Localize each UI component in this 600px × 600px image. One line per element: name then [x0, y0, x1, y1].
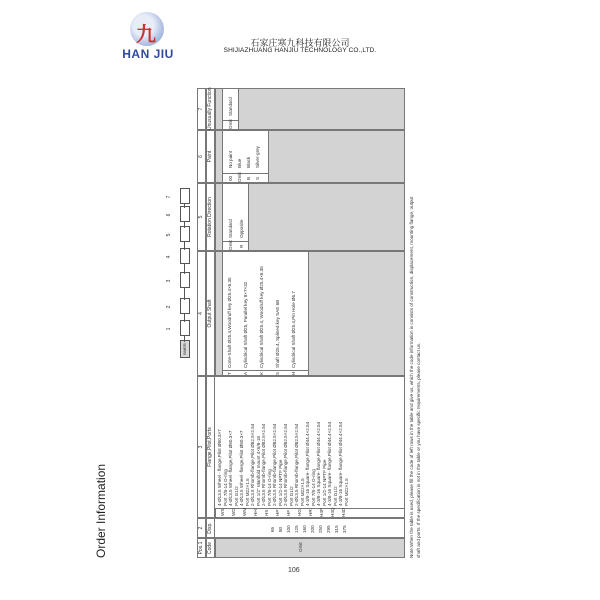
page-number: 106: [288, 567, 300, 574]
flange-desc: Port M22×1.5: [244, 478, 250, 506]
rotation-shaded-bottom: [248, 183, 405, 251]
paint-label: No paint: [228, 150, 233, 168]
unusual-shaded-top: [215, 88, 223, 130]
logo-character: 九: [136, 22, 156, 46]
rotation-label: Standard: [228, 219, 233, 238]
col-header-paint: Paint: [207, 150, 213, 163]
col-number: 2: [198, 526, 204, 530]
shaft-code: K: [259, 371, 264, 375]
rotation-code: Omit: [228, 240, 233, 250]
rotation-shaded-top: [215, 183, 223, 251]
disp-value: 65: [270, 526, 275, 532]
flange-code: HF: [286, 509, 291, 516]
rotation-label: Opposite: [239, 219, 244, 238]
shaft-code: H: [291, 371, 296, 375]
flange-desc: 4-3/8-16 Square- flange,Pilot Ø44.4×2.54: [316, 421, 321, 506]
slot-number: 1: [166, 327, 172, 331]
disp-value: 125: [294, 525, 299, 533]
shaft-desc: Shaft Ø25.4, Splined key SAE 6B: [275, 299, 280, 368]
col-number: 4: [198, 312, 204, 315]
flange-code: HP: [275, 509, 280, 516]
flange-code: H4D: [341, 507, 346, 517]
flange-desc: Port 7/8-14 O-ring: [222, 469, 228, 506]
flange-desc: 4-Ø13.5 Wheel -flange,Pilot Ø80.3×7: [239, 430, 244, 506]
shaft-code: S: [275, 371, 280, 375]
flange-desc: Port M22×1.5: [299, 478, 305, 506]
flange-desc: Port 1/2-14 NPTF Pipe: [277, 459, 283, 506]
paint-code: S: [255, 176, 260, 180]
col-header-unusual: Unusually Function: [207, 87, 213, 130]
disp-value: 375: [342, 525, 347, 533]
order-information-page: [94, 18, 518, 578]
flange-code: H4Q: [330, 507, 335, 517]
flange-desc: 2-Ø13.5 Rhomb-flange,Pilot Ø82.5×2.54: [283, 423, 288, 506]
paint-code: Omit: [237, 172, 242, 182]
col-header-rotation: Rotation Direction: [207, 197, 213, 237]
flange-code: HR: [308, 509, 313, 516]
col-number: 5: [198, 215, 204, 219]
flange-desc: 2-Ø13.5 Rhomb-flange,Pilot Ø82.5×2.54: [294, 423, 299, 506]
disp-value: 160: [302, 525, 307, 533]
flange-code: HH: [253, 509, 258, 516]
col-number: 6: [198, 155, 204, 158]
pos-shaded: [215, 538, 405, 558]
note-line: Note:When the table is used, please fill the code of left rows in the table and give us, which the code information is consists of construction, displacement, mounting flange, output: [409, 196, 414, 558]
flange-code: WD: [231, 508, 236, 516]
page-title: Order Information: [94, 463, 108, 558]
flange-desc: 4-3/8-16 Square- flange,Pilot Ø44.4×2.54: [327, 421, 332, 506]
paint-label: Silver-grey: [255, 146, 260, 168]
unusual-code: Omit: [228, 119, 233, 129]
flange-code: HG: [297, 509, 302, 516]
shaft-code: T: [227, 372, 232, 375]
col-number: 7: [198, 107, 204, 111]
model-code-prefix: BMER: [182, 343, 187, 355]
slot-number: 5: [166, 233, 172, 237]
paint-shaded-bottom: [268, 130, 405, 183]
shaft-desc: Cylindrical Shaft Ø25, Parallel key 8×7×32: [243, 281, 248, 368]
company-name-en: SHIJIAZHUANG HANJIU TECHNOLOGY CO.,LTD.: [223, 47, 377, 54]
flange-code: WM: [242, 507, 247, 516]
flange-code: H4P: [319, 508, 324, 517]
paint-code: 00: [228, 175, 233, 181]
flange-code: WS: [220, 508, 225, 516]
disp-omit: Omit: [298, 542, 303, 552]
code-label: Code: [207, 542, 213, 554]
disp-value: 295: [326, 525, 331, 533]
flange-desc: Port 1/2-14 NPTF Pipe: [321, 459, 327, 506]
disp-value: 250: [318, 525, 323, 533]
paint-label: Blue: [237, 158, 242, 168]
flange-desc: 4-Ø13.5 Wheel - flange,Pilot Ø80.3×7: [217, 429, 222, 506]
company-name-cn: 石家庄寒九科技有限公司: [250, 38, 350, 48]
slot-number: 7: [166, 195, 172, 199]
flange-desc: 4-3/8-16 Square- flange,Pilot Ø44.4×2.54: [338, 421, 343, 506]
flange-desc: Port G1/2: [233, 486, 239, 506]
flange-desc: Port G1/2: [332, 486, 338, 506]
flange-desc: 2-Ø13.5 Rhomb-flange,Pilot Ø82.5×2.54: [272, 423, 277, 506]
disp-value: 80: [278, 526, 283, 532]
col-header-flange: Flange,Pilot,Ports: [207, 427, 213, 467]
slot-number: 4: [166, 255, 172, 259]
slot-number: 3: [166, 279, 172, 283]
flange-desc: 2-Ø13.5 Rhomb-flange,Pilot Ø82.5×2.54: [261, 423, 266, 506]
col-header-disp: Disp.: [207, 522, 213, 534]
rotation-code: R: [239, 244, 244, 248]
disp-value: 315: [334, 525, 339, 533]
slot-number: 6: [166, 213, 172, 217]
flange-desc: 2-Ø13.5 Rhomb-flange,Pilot Ø82.5×2.54: [250, 423, 255, 506]
shaft-desc: Cone-Shaft Ø25.4,Woodruff key Ø25.4×6.35: [227, 277, 232, 368]
flange-desc: Port 1/2" Manifold mount 4×5/8-18: [255, 436, 261, 506]
column-disp: [197, 518, 405, 538]
shaft-desc: Cylindrical Shaft Ø25.4, Woodruff key Ø25.4×6.35: [259, 266, 264, 368]
paint-label: Black: [246, 156, 251, 168]
logo-text: HAN JIU: [122, 47, 174, 61]
shaft-desc: Cylindrical Shaft Ø25.4,Pin Hole Ø6.7: [291, 291, 296, 368]
paint-shaded-top: [215, 130, 223, 183]
flange-desc: Port M22×1.5: [343, 478, 349, 506]
note-line: shaft and ports. If the specification is not in the table or you have specific requirements, please contact us.: [416, 342, 421, 558]
col-number: 3: [198, 445, 204, 449]
disp-value: 100: [286, 525, 291, 533]
shaft-shaded-top: [215, 251, 223, 376]
flange-desc: Port G1/2: [288, 486, 294, 506]
flange-desc: 4-Ø13.5 Wheel -flange,Pilot Ø80.3×7: [228, 430, 233, 506]
unusual-shaded-bottom: [238, 88, 405, 130]
flange-code: HS: [264, 509, 269, 516]
col-header-shaft: Output Shaft: [207, 299, 213, 328]
flange-desc: Port 7/8-14 O-ring: [310, 469, 316, 506]
disp-value: 200: [310, 525, 315, 533]
flange-desc: Port 7/8-14 O-ring: [266, 469, 272, 506]
pos-label: Pos.1: [198, 541, 204, 555]
flange-desc: 4-3/8-16 Square- flange,Pilot Ø44.4×2.54: [305, 421, 310, 506]
paint-code: B: [246, 176, 251, 180]
slot-number: 2: [166, 305, 172, 309]
shaft-code: A: [243, 371, 248, 375]
shaft-shaded-bottom: [308, 251, 405, 376]
unusual-label: Standard: [228, 97, 233, 116]
